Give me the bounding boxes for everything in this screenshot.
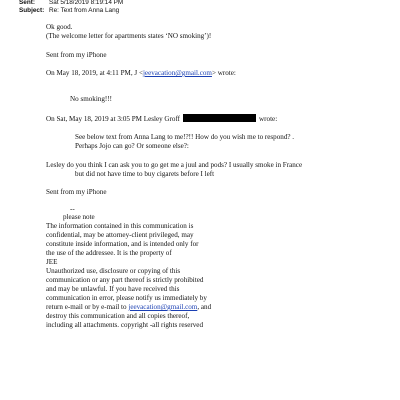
quote-header-2: On Sat, May 18, 2019 at 3:05 PM Lesley Groff wrote:: [46, 115, 278, 123]
disclaimer-line: communication or any part thereof is strictly prohibited: [46, 276, 204, 284]
quote-header-1: On May 18, 2019, at 4:11 PM, J <jeevacation@gmail.com> wrote:: [46, 69, 236, 77]
body-line: Lesley do you think I can ask you to go get me a juul and pods? I usually smoke in France: [46, 161, 303, 169]
body-line: Ok good.: [46, 23, 73, 31]
subject-row: [19, 7, 119, 15]
body-line: Sent from my iPhone: [46, 51, 107, 59]
disclaimer-line: Unauthorized use, disclosure or copying of this: [46, 267, 181, 275]
body-line: (The welcome letter for apartments states ‘NO smoking’)!: [46, 32, 212, 40]
body-line: No smoking!!!: [70, 95, 112, 103]
please-note: please note: [63, 213, 95, 221]
subject-value: Re: Text from Anna Lang: [49, 7, 120, 14]
disclaimer-line: communication in error, please notify us immediately by: [46, 294, 207, 302]
signature-dashes: --: [70, 205, 75, 213]
disclaimer-line: destroy this communication and all copies thereof,: [46, 312, 190, 320]
body-line: but did not have time to buy cigarets before I left: [75, 170, 215, 178]
disclaimer-line: and may be unlawful. If you have received this: [46, 285, 180, 293]
disclaimer-line: the use of the addressee. It is the property of: [46, 249, 172, 257]
email-link[interactable]: jeevacation@gmail.com: [128, 303, 198, 311]
disclaimer-line: return e-mail or by e-mail to jeevacation@gmail.com, and: [46, 303, 212, 311]
disclaimer-line: confidential, may be attorney-client privileged, may: [46, 231, 194, 239]
subject-label: Subject:: [19, 7, 45, 14]
body-line: See below text from Anna Lang to me!?!! How do you wish me to respond? .: [75, 133, 295, 141]
sent-value: Sat 5/18/2019 8:19:14 PM: [49, 0, 124, 6]
disclaimer-line: including all attachments. copyright -all rights reserved: [46, 321, 204, 329]
body-line: Sent from my iPhone: [46, 188, 107, 196]
disclaimer-line: JEE: [46, 258, 58, 266]
body-line: Perhaps Jojo can go? Or someone else?:: [75, 142, 189, 150]
sent-row: [19, 0, 123, 7]
email-link[interactable]: jeevacation@gmail.com: [142, 69, 212, 77]
sent-label: Sent:: [19, 0, 35, 6]
disclaimer-line: The information contained in this communication is: [46, 222, 194, 230]
disclaimer-line: constitute inside information, and is intended only for: [46, 240, 199, 248]
redaction-box: [183, 114, 256, 122]
